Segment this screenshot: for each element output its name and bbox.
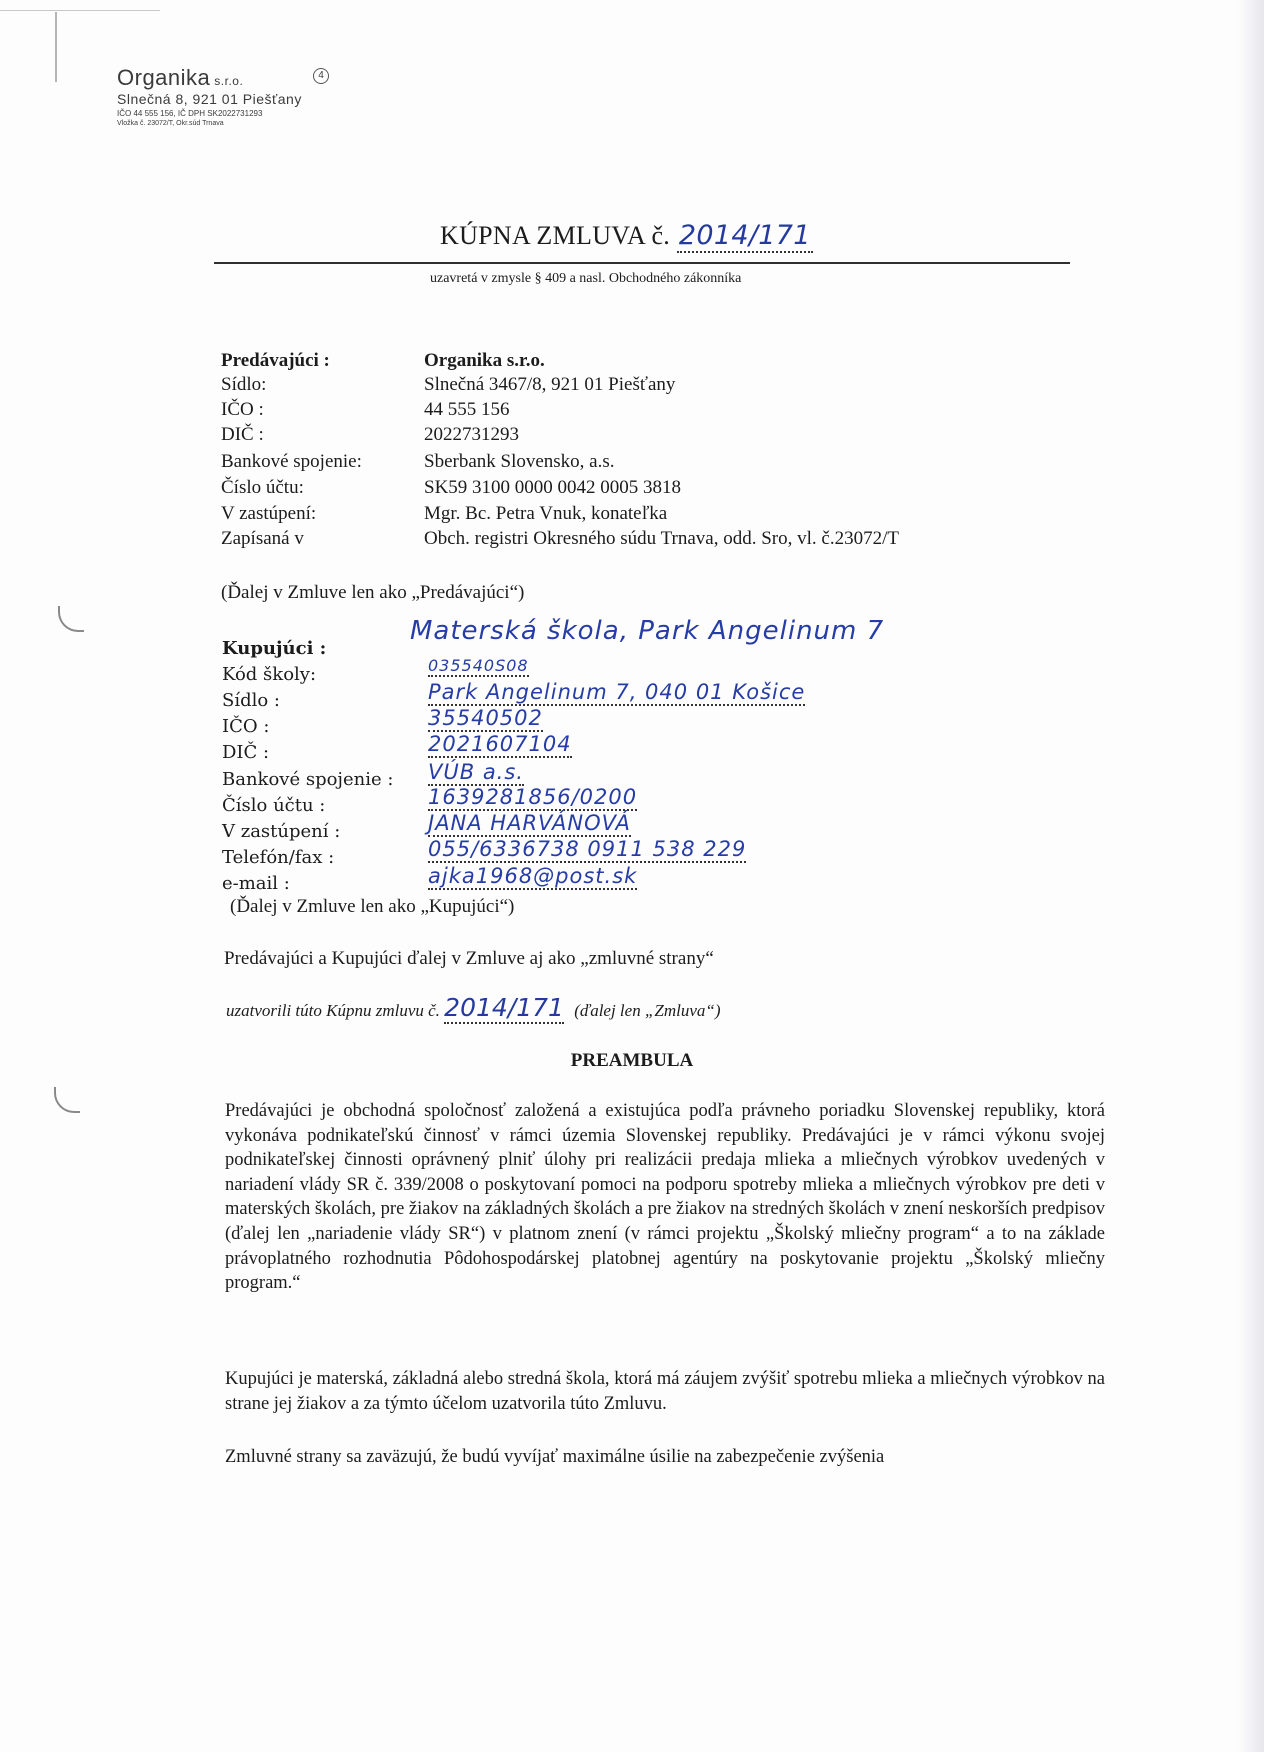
concluded-line: uzatvorili túto Kúpnu zmluvu č. 2014/171 (ďalej len „Zmluva“) <box>226 993 721 1022</box>
handwritten-buyer-dic: 2021607104 <box>428 732 572 756</box>
seller-note: (Ďalej v Zmluve len ako „Predávajúci“) <box>221 582 525 603</box>
buyer-field-label: e-mail : <box>222 873 290 894</box>
seller-field-label: DIČ : <box>221 424 264 445</box>
buyer-field-label: Telefón/fax : <box>222 847 335 868</box>
handwritten-buyer-representative: JANA HARVÁNOVÁ <box>428 811 631 835</box>
scan-mark <box>55 12 57 82</box>
buyer-field-label: Bankové spojenie : <box>222 769 394 790</box>
contract-title: KÚPNA ZMLUVA č. 2014/171 <box>440 220 811 251</box>
seller-field-label: Sídlo: <box>221 374 267 395</box>
punch-hole-mark <box>58 606 84 632</box>
handwritten-contract-number: 2014/171 <box>444 993 564 1022</box>
handwritten-buyer-account: 1639281856/0200 <box>428 785 638 809</box>
parties-sentence: Predávajúci a Kupujúci ďalej v Zmluve aj ako „zmluvné strany“ <box>224 948 714 969</box>
buyer-field-label: Kód školy: <box>222 664 317 685</box>
stamp-number: 4 <box>313 68 329 84</box>
handwritten-buyer-address: Park Angelinum 7, 040 01 Košice <box>428 680 806 704</box>
preamble-paragraph: Kupujúci je materská, základná alebo stredná škola, ktorá má záujem zvýšiť spotrebu mlieka a mliečnych výrobkov na strane jej žiakov a za týmto účelom uzatvorila túto Zmluvu. <box>225 1369 1105 1414</box>
seller-field-value: 44 555 156 <box>424 399 510 420</box>
punch-hole-mark <box>54 1087 80 1113</box>
title-divider <box>214 262 1070 264</box>
seller-field-value: Slnečná 3467/8, 921 01 Piešťany <box>424 374 676 395</box>
seller-field-value: Mgr. Bc. Petra Vnuk, konateľka <box>424 503 668 524</box>
handwritten-buyer-name: Materská škola, Park Angelinum 7 <box>410 616 885 646</box>
seller-field-value: SK59 3100 0000 0042 0005 3818 <box>424 477 682 498</box>
handwritten-school-code: 035540S08 <box>428 656 529 675</box>
handwritten-buyer-phone: 055/6336738 0911 538 229 <box>428 837 747 861</box>
seller-field-label: Číslo účtu: <box>221 477 304 498</box>
buyer-label: Kupujúci : <box>222 638 327 659</box>
seller-field-label: Zapísaná v <box>221 528 304 549</box>
seller-field-label: V zastúpení: <box>221 503 317 524</box>
seller-label: Predávajúci : <box>221 350 330 371</box>
buyer-note: (Ďalej v Zmluve len ako „Kupujúci“) <box>230 896 515 917</box>
handwritten-buyer-email: ajka1968@post.sk <box>428 864 638 888</box>
buyer-field-label: Sídlo : <box>222 690 280 711</box>
contract-subtitle: uzavretá v zmysle § 409 a nasl. Obchodného zákonníka <box>430 271 742 286</box>
scan-mark-top <box>0 10 160 11</box>
preamble-paragraph: Zmluvné strany sa zaväzujú, že budú vyvíjať maximálne úsilie na zabezpečenie zvýšenia <box>225 1447 885 1467</box>
seller-field-value: Obch. registri Okresného súdu Trnava, odd. Sro, vl. č.23072/T <box>424 528 899 549</box>
stamp-registry: Vložka č. 23072/T, Okr.súd Trnava <box>117 120 224 127</box>
handwritten-buyer-bank: VÚB a.s. <box>428 760 524 784</box>
buyer-field-label: V zastúpení : <box>222 821 341 842</box>
page-edge-shadow <box>1238 0 1264 1752</box>
buyer-field-label: IČO : <box>222 716 270 737</box>
preamble-paragraph: Predávajúci je obchodná spoločnosť založená a existujúca podľa právneho poriadku Slovenskej republiky, ktorá vykonáva podnikateľskú činnosť v rámci územia Slovenskej republiky. Predávajúci je v rámci výkonu svojej podnikateľskej činnosti oprávnený plniť úlohy pri realizácii predaja mlieka a mliečnych výrobkov uvedených v nariadení vlády SR č. 339/2008 o poskytovaní pomoci na podporu spotreby mlieka a mliečnych výrobkov pre deti v materských školách, pre žiakov na základných školách a pre žiakov na stredných školách v znení neskorších predpisov (ďalej len „nariadenie vlády SR“) v platnom znení (v rámci projektu „Školský mliečny program“ a to na základe právoplatného rozhodnutia Pôdohospodárskej platobnej agentúry na poskytovanie projektu „Školský mliečny program.“ <box>225 1101 1105 1294</box>
seller-field-label: Bankové spojenie: <box>221 451 362 472</box>
buyer-field-label: Číslo účtu : <box>222 795 326 816</box>
stamp-ids: IČO 44 555 156, IČ DPH SK2022731293 <box>117 109 263 118</box>
seller-name: Organika s.r.o. <box>424 350 545 371</box>
seller-field-value: Sberbank Slovensko, a.s. <box>424 451 615 472</box>
company-stamp <box>117 65 324 127</box>
handwritten-buyer-ico: 35540502 <box>428 706 543 730</box>
stamp-company-name: Organika s.r.o. <box>117 65 244 90</box>
buyer-field-label: DIČ : <box>222 742 270 763</box>
seller-field-value: 2022731293 <box>424 424 519 445</box>
handwritten-contract-number: 2014/171 <box>678 220 811 251</box>
preamble-heading: PREAMBULA <box>570 1050 694 1071</box>
seller-field-label: IČO : <box>221 399 264 420</box>
stamp-address: Slnečná 8, 921 01 Piešťany <box>117 91 302 107</box>
